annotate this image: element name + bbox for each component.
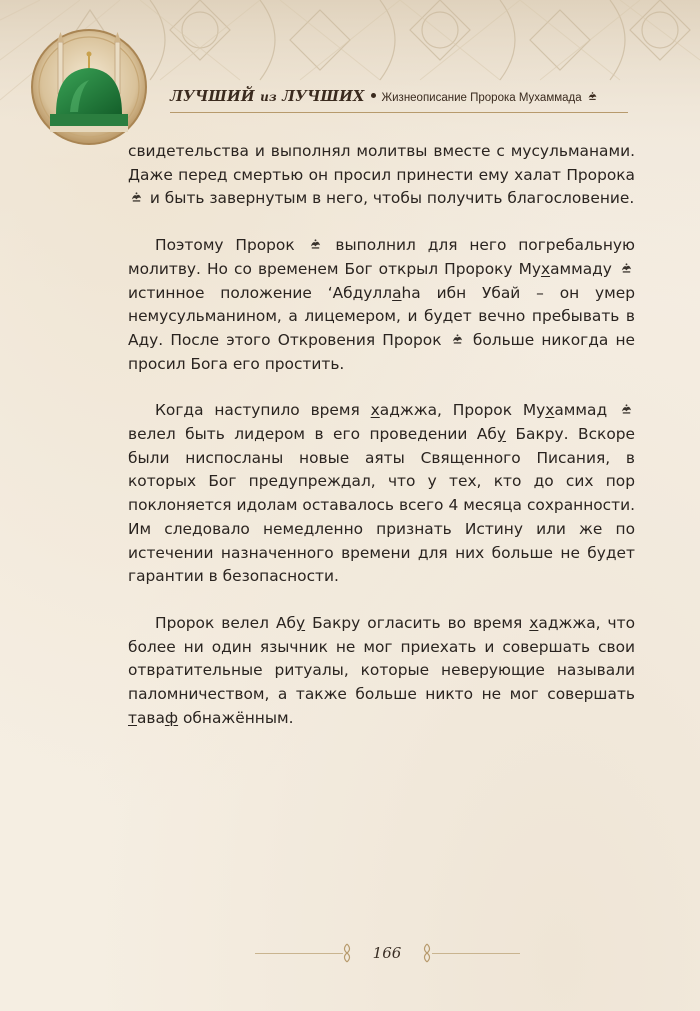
footer-rule-right	[432, 953, 520, 954]
body-text	[128, 140, 635, 753]
book-subtitle: Жизнеописание Пророка Мухаммада	[382, 92, 600, 104]
paragraph: Когда наступило время хаджжа, Пророк Мухаммад велел быть лидером в его проведении Абу Бакру. Вскоре были ниспосланы новые аяты Священного Писания, в которых Бог предупреждал, что у тех, кто до сих пор поклоняется идолам оставалось всего 4 месяца сохранности. Им следовало немедленно признать Истину или же по истечении назначенного времени для них больше не будет гарантии в безопасности.	[128, 401, 635, 586]
paragraph: Пророк велел Абу Бакру огласить во время хаджжа, что более ни один язычник не мог приехать и совершать свои отвратительные ритуалы, которые неверующие называли паломничеством, а также больше никто не мог совершать таваф обнажённым.	[128, 613, 636, 727]
paragraph: Поэтому Пророк выполнил для него погребальную молитву. Но со временем Бог открыл Пророку Мухаммаду истинное положение ʻАбдуллаha ибн Убай – он умер немусульманином, а лицемером, и будет вечно пребывать в Аду. После этого Откровения Пророк больше никогда не просил Бога его простить.	[128, 236, 635, 373]
salawat-icon	[620, 403, 633, 416]
green-dome-medallion	[30, 28, 148, 146]
running-header	[170, 86, 625, 112]
header-bullet	[371, 93, 376, 98]
salawat-icon	[451, 333, 464, 346]
header-divider	[170, 112, 628, 113]
salawat-icon	[130, 191, 143, 204]
footer-rule-left	[255, 953, 343, 954]
page-footer	[0, 940, 700, 970]
salawat-icon	[309, 238, 322, 251]
paragraph: свидетельства и выполнял молитвы вместе с мусульманами. Даже перед смертью он просил принести ему халат Пророка и быть завернутым в него, чтобы получить благословение.	[128, 142, 635, 208]
salawat-icon	[587, 91, 598, 102]
book-title: ЛУЧШИЙ из ЛУЧШИХ	[170, 88, 365, 105]
salawat-icon	[620, 262, 633, 275]
page-number: 166	[372, 944, 402, 962]
